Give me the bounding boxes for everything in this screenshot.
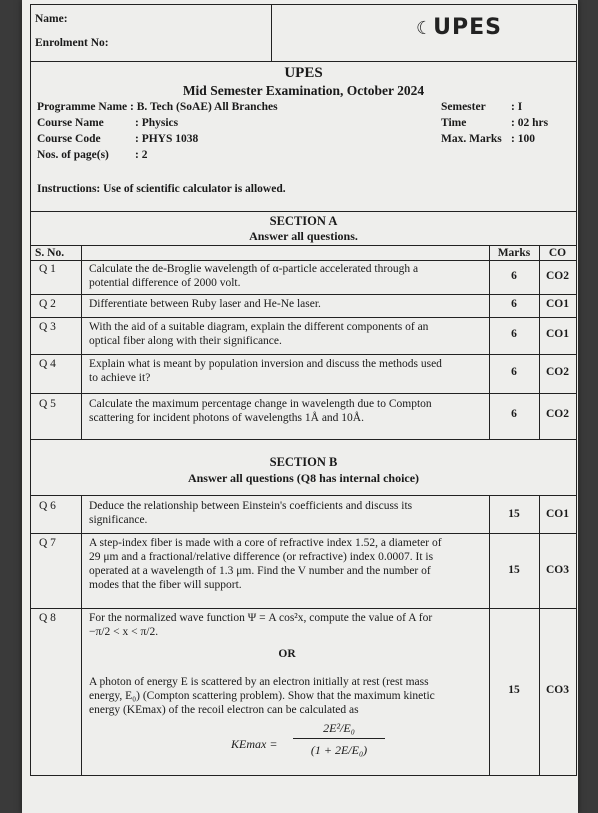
question-line: 29 μm and a fractional/relative difference (or refractive) index 0.0007. It is (89, 551, 434, 563)
col-marks-header: Marks (497, 247, 531, 259)
question-line: Calculate the maximum percentage change in wavelength due to Compton (89, 398, 432, 410)
question-text (89, 262, 485, 290)
question-line: operated at a wavelength of 1.3 μm. Find the V number and the number of (89, 565, 431, 577)
divider (31, 533, 576, 534)
question-marks: 15 (508, 508, 520, 520)
logo-text: UPES (433, 15, 503, 40)
pages-value: : 2 (135, 149, 148, 161)
question-number: Q 3 (39, 321, 56, 333)
question-number: Q 6 (39, 500, 56, 512)
question-co: CO2 (546, 270, 569, 282)
pages-label: Nos. of page(s) (37, 149, 109, 161)
divider (31, 354, 576, 355)
course-code-value: : PHYS 1038 (135, 133, 199, 145)
question-line: potential difference of 2000 volt. (89, 277, 241, 289)
question-line: Calculate the de-Broglie wavelength of α-particle accelerated through a (89, 263, 419, 275)
question-line: Deduce the relationship between Einstein's coefficients and discuss its (89, 500, 413, 512)
question-co: CO1 (546, 328, 569, 340)
question-marks: 6 (511, 328, 517, 340)
divider (31, 260, 576, 261)
column-line (81, 245, 82, 439)
divider (31, 393, 576, 394)
question-text (89, 536, 485, 592)
question-line: For the normalized wave function Ψ = A cos²x, compute the value of A for (89, 612, 433, 624)
question-text (89, 297, 485, 311)
section-a-title: SECTION A (269, 214, 338, 228)
paper-frame (30, 4, 577, 776)
instructions: Instructions: Use of scientific calculator is allowed. (37, 183, 286, 195)
question-line: Explain what is meant by population inversion and discuss the methods used (89, 358, 442, 370)
semester-value: : I (511, 101, 523, 113)
question-text (89, 320, 485, 348)
question-text (89, 499, 485, 527)
question-line: −π/2 < x < π/2. (89, 626, 159, 638)
question-number: Q 8 (39, 612, 56, 624)
time-value: : 02 hrs (511, 117, 549, 129)
semester-label: Semester (441, 101, 486, 113)
divider (31, 211, 576, 212)
exam-paper (22, 0, 578, 813)
question-line: energy (KEmax) of the recoil electron can be calculated as (89, 704, 359, 716)
question-line: energy, E₀) (Compton scattering problem). Show that the maximum kinetic (89, 690, 435, 702)
programme-name: Programme Name : B. Tech (SoAE) All Branches (37, 101, 278, 113)
question-marks: 15 (508, 684, 520, 696)
question-co: CO2 (546, 366, 569, 378)
question-line: A photon of energy E is scattered by an electron initially at rest (rest mass (89, 676, 429, 688)
column-line (489, 495, 490, 775)
question-line: scattering for incident photons of wavelengths 1Å and 10Å. (89, 412, 364, 424)
column-line (539, 245, 540, 439)
formula-numerator: 2E²/E₀ (323, 721, 355, 735)
course-code-label: Course Code (37, 133, 101, 145)
question-text (89, 357, 485, 385)
column-line (489, 245, 490, 439)
student-info-box (31, 5, 272, 61)
section-b-title: SECTION B (269, 455, 338, 469)
course-name-value: : Physics (135, 117, 179, 129)
question-co: CO2 (546, 408, 569, 420)
question-line: Differentiate between Ruby laser and He-Ne laser. (89, 298, 321, 310)
fraction-bar (293, 738, 385, 739)
question-marks: 6 (511, 366, 517, 378)
enrolment-label: Enrolment No: (35, 37, 109, 49)
question-line: With the aid of a suitable diagram, explain the different components of an (89, 321, 429, 333)
name-label: Name: (35, 13, 68, 25)
divider (31, 495, 576, 496)
section-a-subtitle: Answer all questions. (249, 229, 358, 243)
question-text (89, 397, 485, 425)
question-line: to achieve it? (89, 372, 151, 384)
column-line (81, 495, 82, 775)
question-marks: 15 (508, 564, 520, 576)
divider (31, 608, 576, 609)
question-marks: 6 (511, 408, 517, 420)
question-number: Q 5 (39, 398, 56, 410)
exam-title: Mid Semester Examination, October 2024 (182, 83, 425, 98)
question-marks: 6 (511, 298, 517, 310)
header-row (31, 5, 576, 62)
course-name-label: Course Name (37, 117, 104, 129)
formula-kemax (231, 721, 391, 771)
question-marks: 6 (511, 270, 517, 282)
question-co: CO1 (546, 508, 569, 520)
col-co-header: CO (548, 247, 567, 259)
formula-lhs: KEmax = (231, 737, 278, 751)
col-sno-header: S. No. (35, 247, 65, 259)
question-text (89, 611, 485, 717)
section-b-subtitle: Answer all questions (Q8 has internal choice) (187, 471, 420, 485)
time-label: Time (441, 117, 467, 129)
question-co: CO1 (546, 298, 569, 310)
upes-logo (416, 15, 502, 40)
question-number: Q 7 (39, 537, 56, 549)
divider (31, 439, 576, 440)
divider (31, 294, 576, 295)
max-marks-label: Max. Marks (441, 133, 502, 145)
max-marks-value: : 100 (511, 133, 535, 145)
question-line: modes that the fiber will support. (89, 579, 242, 591)
formula-denominator: (1 + 2E/E₀) (310, 743, 368, 757)
or-separator: OR (278, 648, 296, 660)
column-line (539, 495, 540, 775)
institution-name: UPES (284, 65, 323, 81)
question-number: Q 1 (39, 263, 56, 275)
question-line: significance. (89, 514, 148, 526)
divider (31, 317, 576, 318)
question-line: optical fiber along with their significance. (89, 335, 282, 347)
question-line: A step-index fiber is made with a core of refractive index 1.52, a diameter of (89, 537, 442, 549)
question-co: CO3 (546, 564, 569, 576)
question-number: Q 4 (39, 358, 56, 370)
question-number: Q 2 (39, 298, 56, 310)
question-co: CO3 (546, 684, 569, 696)
logo-mark-icon: ☾ (416, 18, 434, 39)
